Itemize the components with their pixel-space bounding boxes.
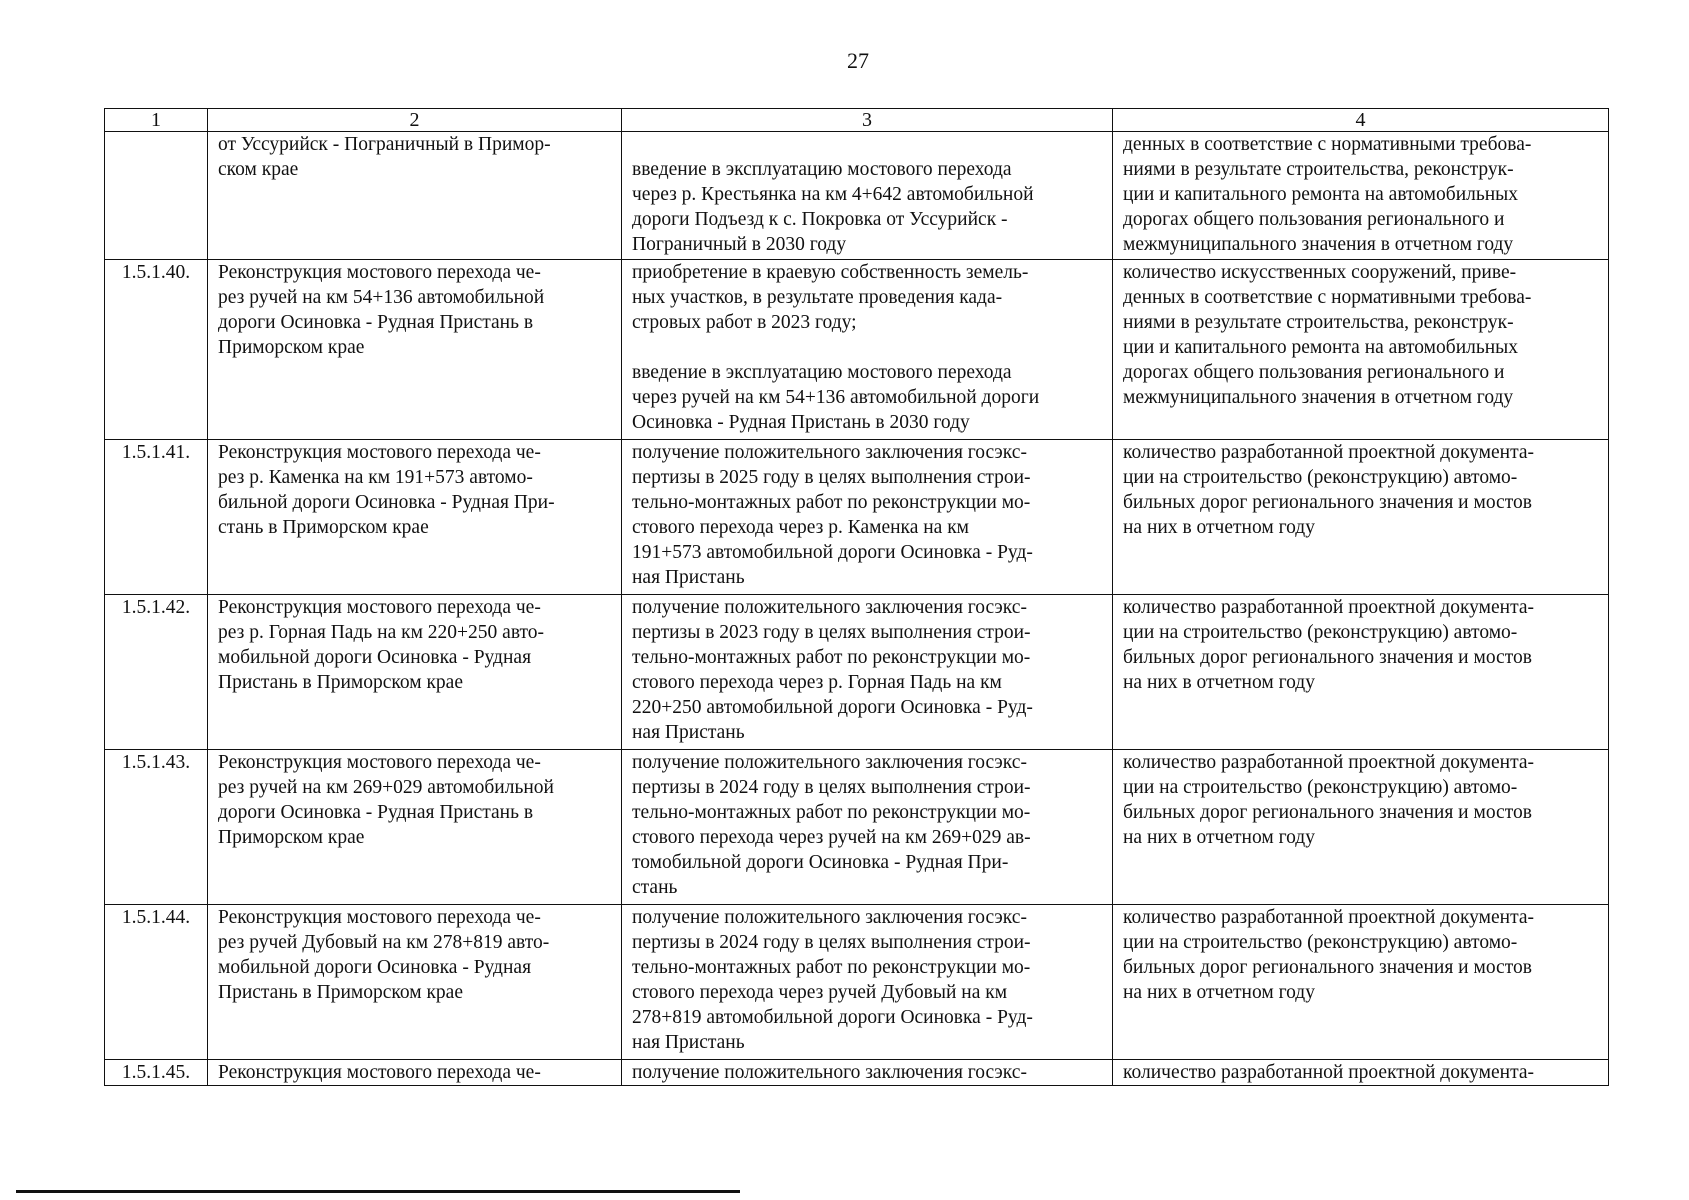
expected-result: приобретение в краевую собственность земель- ных участков, в результате проведения када- стровых работ в 2023 году; введение в эксплуатацию мостового перехода через ручей на км 54+136 автомобильной дороги Осиновка - Рудная Пристань в 2030 году (622, 260, 1113, 440)
table-row (105, 750, 1609, 905)
activity-name: от Уссурийск - Пограничный в Примор- ском крае (208, 132, 622, 260)
activity-name: Реконструкция мостового перехода че- рез р. Горная Падь на км 220+250 авто- мобильной дороги Осиновка - Рудная Пристань в Приморском крае (208, 595, 622, 750)
row-number: 1.5.1.45. (105, 1060, 208, 1086)
activity-name: Реконструкция мостового перехода че- рез р. Каменка на км 191+573 автомо- бильной дороги Осиновка - Рудная При- стань в Приморском крае (208, 440, 622, 595)
header-cell-4: 4 (1113, 109, 1609, 132)
row-number: 1.5.1.44. (105, 905, 208, 1060)
table-row (105, 260, 1609, 440)
indicator: количество разработанной проектной документа- ции на строительство (реконструкцию) автомо- бильных дорог регионального значения и мостов на них в отчетном году (1113, 750, 1609, 905)
row-number (105, 132, 208, 260)
activity-name: Реконструкция мостового перехода че- рез ручей на км 54+136 автомобильной дороги Осиновка - Рудная Пристань в Приморском крае (208, 260, 622, 440)
expected-result: введение в эксплуатацию мостового перехода через р. Крестьянка на км 4+642 автомобильной дороги Подъезд к с. Покровка от Уссурийск - Пограничный в 2030 году (622, 132, 1113, 260)
activity-name: Реконструкция мостового перехода че- (208, 1060, 622, 1086)
indicator: количество разработанной проектной документа- ции на строительство (реконструкцию) автомо- бильных дорог регионального значения и мостов на них в отчетном году (1113, 905, 1609, 1060)
activity-name: Реконструкция мостового перехода че- рез ручей на км 269+029 автомобильной дороги Осиновка - Рудная Пристань в Приморском крае (208, 750, 622, 905)
table-row (105, 132, 1609, 260)
header-cell-1: 1 (105, 109, 208, 132)
expected-result: получение положительного заключения госэкс- пертизы в 2025 году в целях выполнения строи- тельно-монтажных работ по реконструкции мо- стового перехода через р. Каменка на км 191+573 автомобильной дороги Осиновка - Руд- ная Пристань (622, 440, 1113, 595)
indicator: количество разработанной проектной документа- ции на строительство (реконструкцию) автомо- бильных дорог регионального значения и мостов на них в отчетном году (1113, 595, 1609, 750)
table-row (105, 440, 1609, 595)
activity-name: Реконструкция мостового перехода че- рез ручей Дубовый на км 278+819 авто- мобильной дороги Осиновка - Рудная Пристань в Приморском крае (208, 905, 622, 1060)
indicator: количество разработанной проектной документа- (1113, 1060, 1609, 1086)
table-row (105, 905, 1609, 1060)
header-cell-3: 3 (622, 109, 1113, 132)
row-number: 1.5.1.42. (105, 595, 208, 750)
row-number: 1.5.1.41. (105, 440, 208, 595)
page-number: 27 (847, 48, 869, 73)
expected-result: получение положительного заключения госэкс- (622, 1060, 1113, 1086)
row-number: 1.5.1.40. (105, 260, 208, 440)
table-row (105, 595, 1609, 750)
measures-table (104, 108, 1609, 1086)
table-row (105, 1060, 1609, 1086)
indicator: количество разработанной проектной документа- ции на строительство (реконструкцию) автомо- бильных дорог регионального значения и мостов на них в отчетном году (1113, 440, 1609, 595)
row-number: 1.5.1.43. (105, 750, 208, 905)
expected-result: получение положительного заключения госэкс- пертизы в 2023 году в целях выполнения строи- тельно-монтажных работ по реконструкции мо- стового перехода через р. Горная Падь на км 220+250 автомобильной дороги Осиновка - Руд- ная Пристань (622, 595, 1113, 750)
header-cell-2: 2 (208, 109, 622, 132)
expected-result: получение положительного заключения госэкс- пертизы в 2024 году в целях выполнения строи- тельно-монтажных работ по реконструкции мо- стового перехода через ручей на км 269+029 ав- томобильной дороги Осиновка - Рудная При- стань (622, 750, 1113, 905)
indicator: количество искусственных сооружений, приве- денных в соответствие с нормативными требова- ниями в результате строительства, реконструк- ции и капитального ремонта на автомобильных дорогах общего пользования регионального и межмуниципального значения в отчетном году (1113, 260, 1609, 440)
footer-rule (16, 1190, 740, 1193)
expected-result: получение положительного заключения госэкс- пертизы в 2024 году в целях выполнения строи- тельно-монтажных работ по реконструкции мо- стового перехода через ручей Дубовый на км 278+819 автомобильной дороги Осиновка - Руд- ная Пристань (622, 905, 1113, 1060)
indicator: денных в соответствие с нормативными требова- ниями в результате строительства, реконструк- ции и капитального ремонта на автомобильных дорогах общего пользования регионального и межмуниципального значения в отчетном году (1113, 132, 1609, 260)
table-header-row (105, 109, 1609, 132)
